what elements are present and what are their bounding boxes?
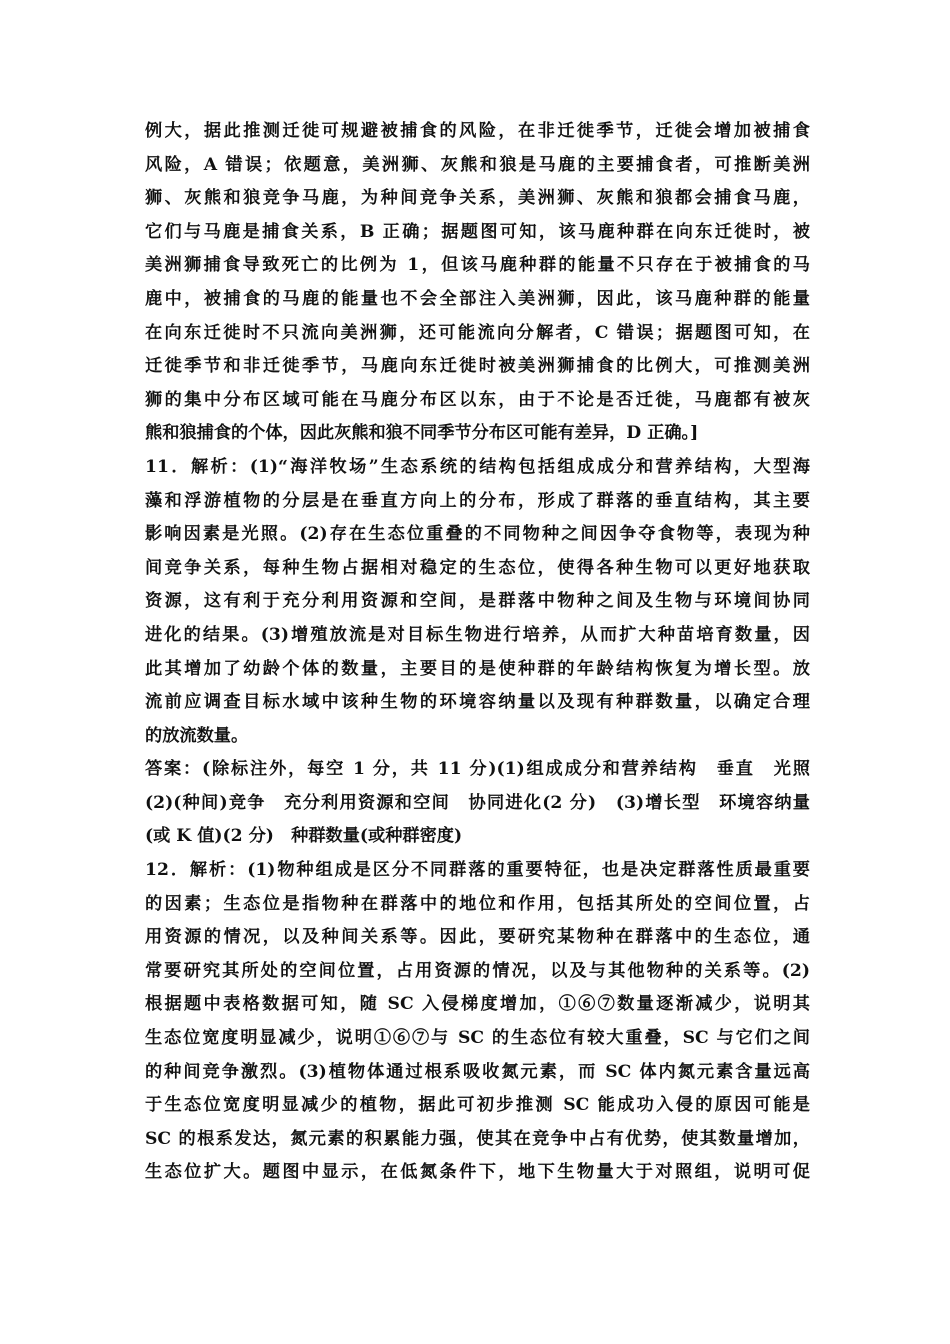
text-line: 资源，这有利于充分利用资源和空间，是群落中物种之间及生物与环境间协同 (145, 591, 810, 612)
text-line: 风险，A 错误；依题意，美洲狮、灰熊和狼是马鹿的主要捕食者，可推断美洲 (145, 154, 810, 175)
text-line: 藻和浮游植物的分层是在垂直方向上的分布，形成了群落的垂直结构，其主要 (145, 490, 810, 511)
paragraph-q10-analysis (145, 115, 810, 451)
paragraph-q11-analysis (145, 451, 810, 753)
text-line: (2)(种间)竞争 充分利用资源和空间 协同进化(2 分) (3)增长型 环境容纳量 (145, 792, 810, 813)
text-line: 常要研究其所处的空间位置，占用资源的情况，以及与其他物种的关系等。(2) (145, 960, 810, 981)
text-line: 鹿中，被捕食的马鹿的能量也不会全部注入美洲狮，因此，该马鹿种群的能量 (145, 288, 810, 309)
text-line: 例大，据此推测迁徙可规避被捕食的风险，在非迁徙季节，迁徙会增加被捕食 (145, 121, 810, 141)
text-line: 于生态位宽度明显减少的植物，据此可初步推测 SC 能成功入侵的原因可能是 (145, 1095, 810, 1116)
text-line: (或 K 值)(2 分) 种群数量(或种群密度) (145, 826, 463, 847)
text-line: 的因素；生态位是指物种在群落中的地位和作用，包括其所处的空间位置，占 (145, 893, 810, 914)
text-line: 进化的结果。(3)增殖放流是对目标生物进行培养，从而扩大种苗培育数量，因 (145, 624, 810, 645)
text-line: 在向东迁徙时不只流向美洲狮，还可能流向分解者，C 错误；据题图可知，在 (145, 322, 810, 343)
text-line: 狮的集中分布区域可能在马鹿分布区以东，由于不论是否迁徙，马鹿都有被灰 (145, 389, 810, 410)
text-line: SC 的根系发达，氮元素的积累能力强，使其在竞争中占有优势，使其数量增加， (145, 1128, 810, 1149)
paragraph-q12-analysis (145, 854, 810, 1190)
text-line: 它们与马鹿是捕食关系，B 正确；据题图可知，该马鹿种群在向东迁徙时，被 (145, 221, 810, 242)
text-line: 流前应调查目标水域中该种生物的环境容纳量以及现有种群数量，以确定合理 (145, 692, 810, 713)
text-line: 美洲狮捕食导致死亡的比例为 1，但该马鹿种群的能量不只存在于被捕食的马 (145, 255, 810, 276)
text-line: 12．解析：(1)物种组成是区分不同群落的重要特征，也是决定群落性质最重要 (145, 860, 810, 881)
document-page (145, 115, 810, 1190)
text-line: 迁徙季节和非迁徙季节，马鹿向东迁徙时被美洲狮捕食的比例大，可推测美洲 (145, 356, 810, 377)
text-line: 熊和狼捕食的个体，因此灰熊和狼不同季节分布区可能有差异，D 正确。] (145, 423, 699, 444)
text-line: 生态位扩大。题图中显示，在低氮条件下，地下生物量大于对照组，说明可促 (145, 1162, 810, 1183)
text-line: 影响因素是光照。(2)存在生态位重叠的不同物种之间因争夺食物等，表现为种 (145, 524, 810, 545)
text-line: 答案：(除标注外，每空 1 分，共 11 分)(1)组成成分和营养结构 垂直 光照 (145, 759, 810, 780)
text-line: 此其增加了幼龄个体的数量，主要目的是使种群的年龄结构恢复为增长型。放 (145, 658, 810, 679)
text-line: 狮、灰熊和狼竞争马鹿，为种间竞争关系，美洲狮、灰熊和狼都会捕食马鹿， (145, 188, 810, 209)
text-line: 11．解析：(1)“海洋牧场”生态系统的结构包括组成成分和营养结构，大型海 (145, 456, 810, 477)
paragraph-q11-answer (145, 753, 810, 854)
text-line: 的种间竞争激烈。(3)植物体通过根系吸收氮元素，而 SC 体内氮元素含量远高 (145, 1061, 810, 1082)
text-line: 的放流数量。 (145, 725, 249, 746)
text-line: 用资源的情况，以及种间关系等。因此，要研究某物种在群落中的生态位，通 (145, 927, 810, 948)
text-line: 间竞争关系，每种生物占据相对稳定的生态位，使得各种生物可以更好地获取 (145, 557, 810, 578)
text-line: 根据题中表格数据可知，随 SC 入侵梯度增加，①⑥⑦数量逐渐减少，说明其 (145, 994, 810, 1015)
text-line: 生态位宽度明显减少，说明①⑥⑦与 SC 的生态位有较大重叠，SC 与它们之间 (145, 1028, 810, 1049)
